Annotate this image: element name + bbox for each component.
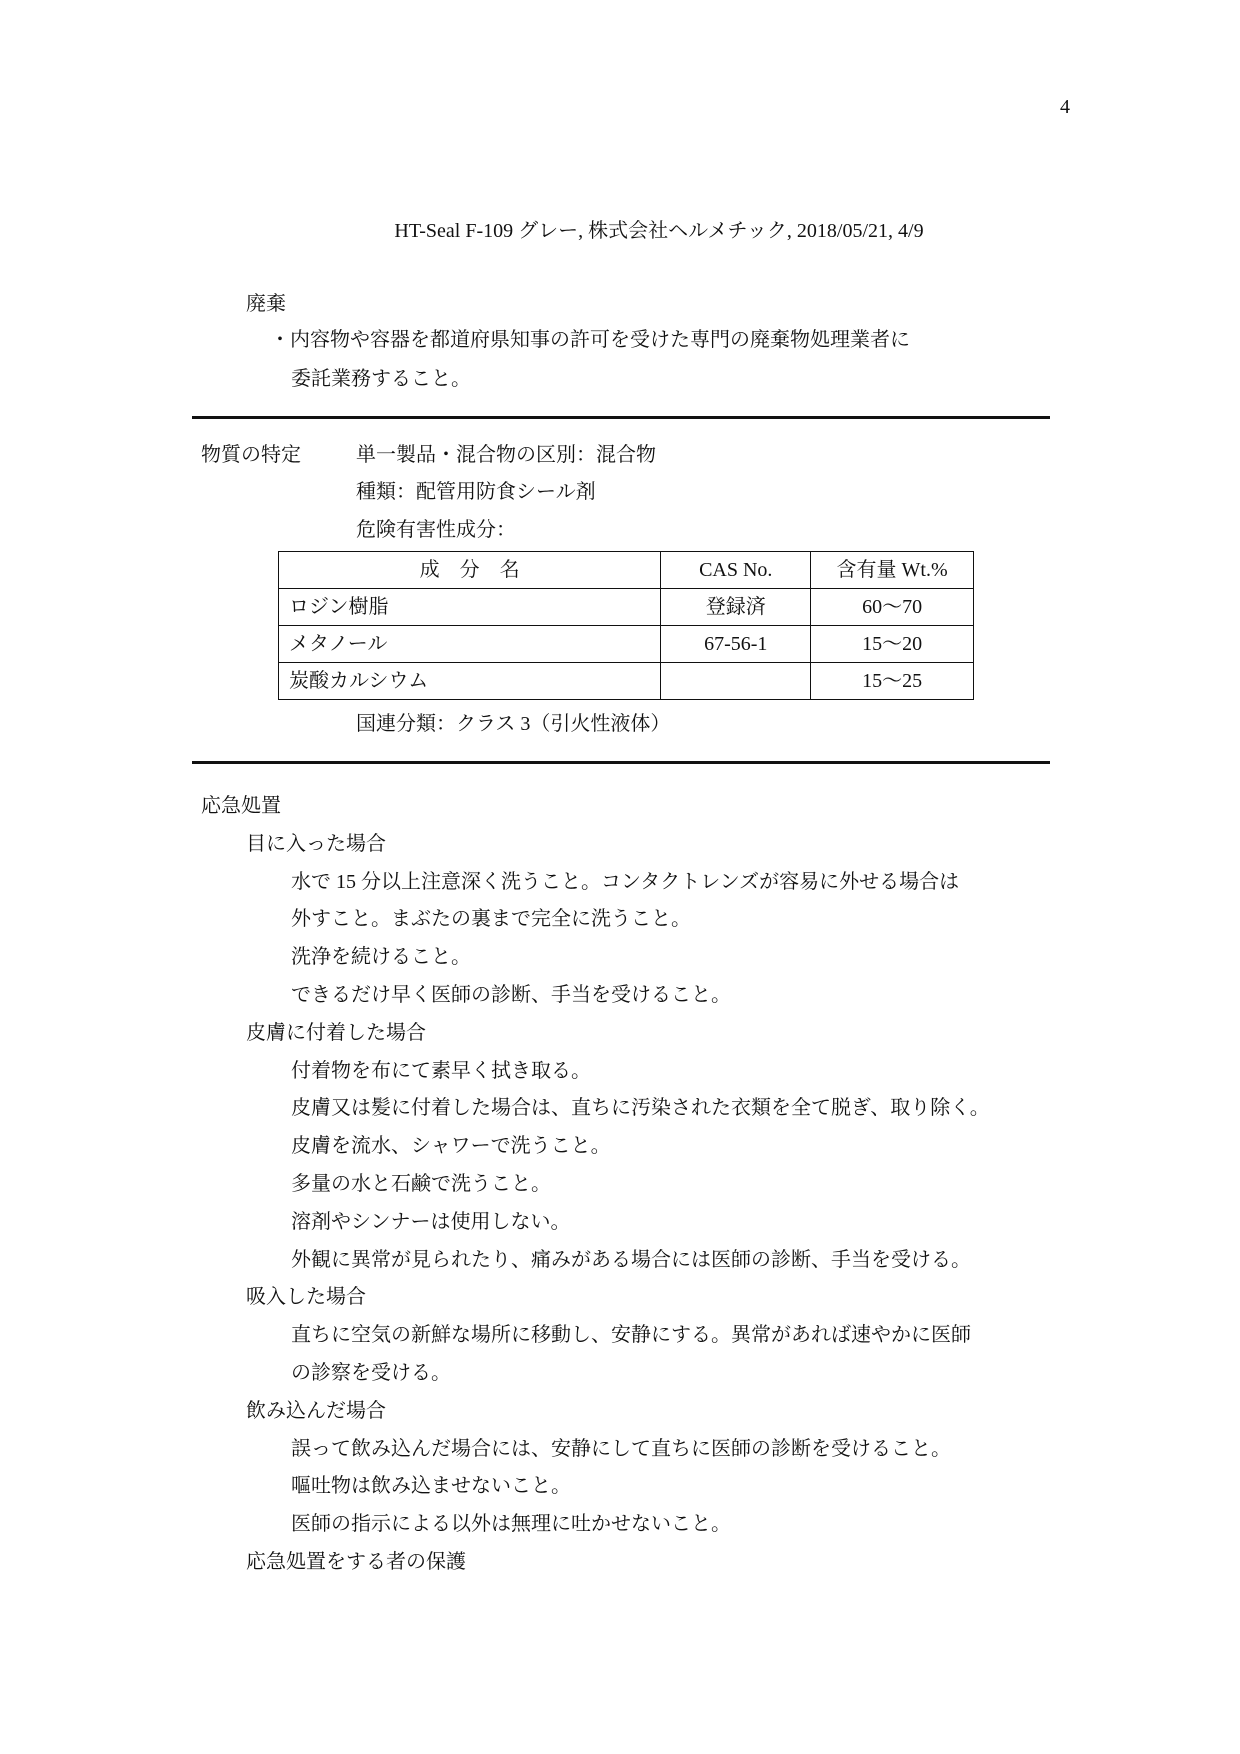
first-aid-line: 皮膚を流水、シャワーで洗うこと。 [291, 1135, 611, 1158]
table-row [279, 589, 974, 626]
first-aid-heading: 応急処置 [201, 795, 281, 817]
identification-line: 単一製品・混合物の区別：混合物 [356, 444, 656, 466]
first-aid-line: 外観に異常が見られたり、痛みがある場合には医師の診断、手当を受ける。 [291, 1248, 971, 1271]
first-aid-line: の診察を受ける。 [291, 1361, 451, 1384]
table-row [279, 626, 974, 663]
first-aid-line: 洗浄を続けること。 [291, 946, 471, 969]
first-aid-line: 誤って飲み込んだ場合には、安静にして直ちに医師の診断を受けること。 [291, 1437, 951, 1460]
first-aid-line: 溶剤やシンナーは使用しない。 [291, 1210, 571, 1233]
running-header: HT-Seal F-109 グレー, 株式会社ヘルメチック, 2018/05/21, 4/9 [394, 220, 924, 242]
first-aid-line: 直ちに空気の新鮮な場所に移動し、安静にする。異常があれば速やかに医師 [291, 1324, 971, 1347]
first-aid-section [201, 788, 990, 1582]
header-cas-no: CAS No. [661, 552, 811, 589]
first-aid-subheading: 飲み込んだ場合 [246, 1399, 386, 1422]
first-aid-line: 皮膚又は髪に付着した場合は、直ちに汚染された衣類を全て脱ぎ、取り除く。 [291, 1097, 990, 1120]
first-aid-line: 水で 15 分以上注意深く洗うこと。コンタクトレンズが容易に外せる場合は [291, 870, 960, 893]
disposal-heading: 廃棄 [246, 293, 286, 315]
identification-line: 種類：配管用防食シール剤 [356, 481, 596, 503]
identification-heading: 物質の特定 [201, 444, 301, 466]
first-aid-subheading: 吸入した場合 [246, 1286, 366, 1309]
first-aid-line: 嘔吐物は飲み込ませないこと。 [291, 1475, 571, 1498]
first-aid-line: 外すこと。まぶたの裏まで完全に洗うこと。 [291, 908, 691, 931]
cas-no: 登録済 [661, 589, 811, 626]
first-aid-line: 付着物を布にて素早く拭き取る。 [291, 1059, 591, 1082]
content-wt: 60～70 [811, 589, 974, 626]
disposal-line: ・内容物や容器を都道府県知事の許可を受けた専門の廃棄物処理業者に [270, 329, 910, 351]
header-content-wt: 含有量 Wt.% [811, 552, 974, 589]
first-aid-line: 医師の指示による以外は無理に吐かせないこと。 [291, 1513, 731, 1536]
component-name: メタノール [279, 626, 661, 663]
un-classification: 国連分類：クラス 3（引火性液体） [356, 713, 671, 735]
content-wt: 15～20 [811, 626, 974, 663]
cas-no [661, 663, 811, 700]
section-divider [192, 416, 1050, 419]
component-name: ロジン樹脂 [279, 589, 661, 626]
page-number: 4 [1060, 96, 1070, 118]
first-aid-line: 多量の水と石鹸で洗うこと。 [291, 1172, 551, 1195]
cas-no: 67-56-1 [661, 626, 811, 663]
section-divider [192, 761, 1050, 764]
first-aid-line: できるだけ早く医師の診断、手当を受けること。 [291, 983, 731, 1006]
disposal-line: 委託業務すること。 [291, 368, 471, 390]
table-header-row [279, 552, 974, 589]
table-row [279, 663, 974, 700]
first-aid-subheading: 目に入った場合 [246, 832, 386, 855]
content-wt: 15～25 [811, 663, 974, 700]
component-name: 炭酸カルシウム [279, 663, 661, 700]
header-component-name: 成 分 名 [279, 552, 661, 589]
first-aid-subheading: 皮膚に付着した場合 [246, 1021, 426, 1044]
first-aid-subheading: 応急処置をする者の保護 [246, 1550, 466, 1573]
hazardous-components-table [278, 551, 974, 700]
identification-line: 危険有害性成分： [356, 519, 516, 541]
